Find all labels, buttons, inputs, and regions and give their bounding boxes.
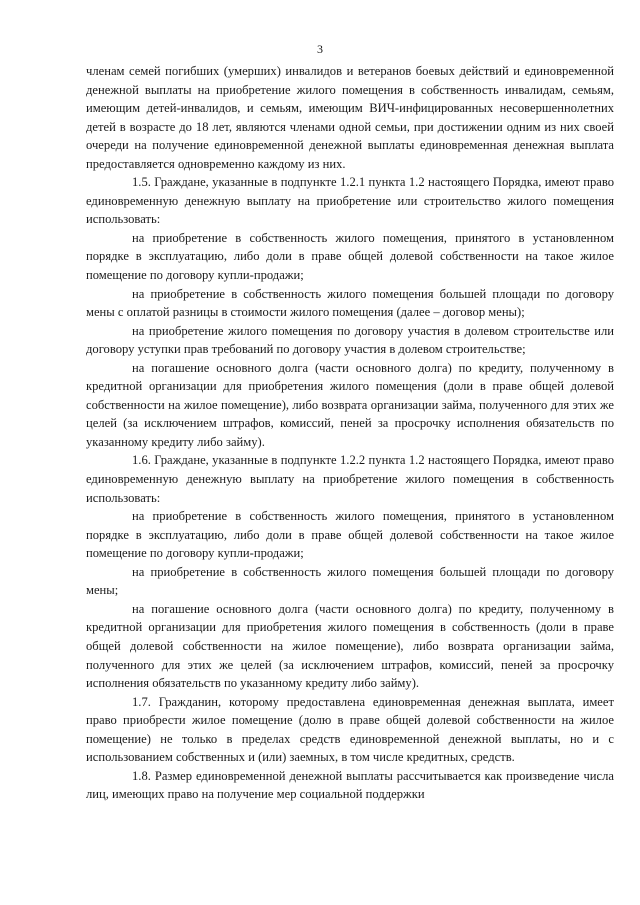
paragraph: на приобретение жилого помещения по договору участия в долевом строительстве или договору уступки прав требований по договору участия в долевом строительстве; xyxy=(86,323,614,357)
paragraph: 1.7. Гражданин, которому предоставлена единовременная денежная выплата, имеет право приобрести жилое помещение (долю в праве общей долевой собственности на жилое помещение) не только в пределах средств единовременной денежной выплаты, но и с использованием собственных и (или) заемных, в том числе кредитных, средств. xyxy=(86,694,614,765)
paragraph: на приобретение в собственность жилого помещения большей площади по договору мены; xyxy=(86,564,614,598)
paragraph: 1.8. Размер единовременной денежной выплаты рассчитывается как произведение числа лиц, имеющих право на получение мер социальной поддержки xyxy=(86,768,614,802)
paragraph: на приобретение в собственность жилого помещения большей площади по договору мены с оплатой разницы в стоимости жилого помещения (далее – договор мены); xyxy=(86,286,614,320)
paragraph: на погашение основного долга (части основного долга) по кредиту, полученному в кредитной организации для приобретения жилого помещения в собственность (доли в праве общей долевой собственности на жилое помещение), либо возврата организации займа, полученного для этих же целей (за исключением штрафов, комиссий, пеней за просрочку исполнения обязательств по указанному кредиту либо займу). xyxy=(86,601,614,691)
paragraph: на приобретение в собственность жилого помещения, принятого в установленном порядке в эксплуатацию, либо доли в праве общей долевой собственности на такое жилое помещение по договору купли-продажи; xyxy=(86,509,614,561)
paragraph: 1.5. Граждане, указанные в подпункте 1.2.1 пункта 1.2 настоящего Порядка, имеют право единовременную денежную выплату на приобретение или строительство жилого помещения использовать: xyxy=(86,175,614,227)
paragraph: на погашение основного долга (части основного долга) по кредиту, полученному в кредитной организации для приобретения жилого помещения (доли в праве общей долевой собственности на жилое помещение), либо возврата организации займа, полученного для этих же целей (за исключением штрафов, комиссий, пеней за просрочку исполнения обязательств по указанному кредиту либо займу). xyxy=(86,360,614,449)
document-body xyxy=(86,62,614,804)
paragraph: на приобретение в собственность жилого помещения, принятого в установленном порядке в эксплуатацию, либо доли в праве общей долевой собственности на такое жилое помещение по договору купли-продажи; xyxy=(86,230,614,283)
page-number: 3 xyxy=(317,42,323,56)
paragraph: 1.6. Граждане, указанные в подпункте 1.2.2 пункта 1.2 настоящего Порядка, имеют право единовременную денежную выплату на приобретение жилого помещения в собственность использовать: xyxy=(86,453,614,505)
paragraph: членам семей погибших (умерших) инвалидов и ветеранов боевых действий и единовременной денежной выплаты на приобретение жилого помещения в собственность инвалидам, семьям, имеющим детей-инвалидов, и семьям, имеющим ВИЧ-инфицированных несовершеннолетних детей в возрасте до 18 лет, являются членами одной семьи, при достижении одним из них своей очереди на получение единовременной денежной выплаты единовременная денежная выплата предоставляется одновременно каждому из них. xyxy=(86,64,614,171)
